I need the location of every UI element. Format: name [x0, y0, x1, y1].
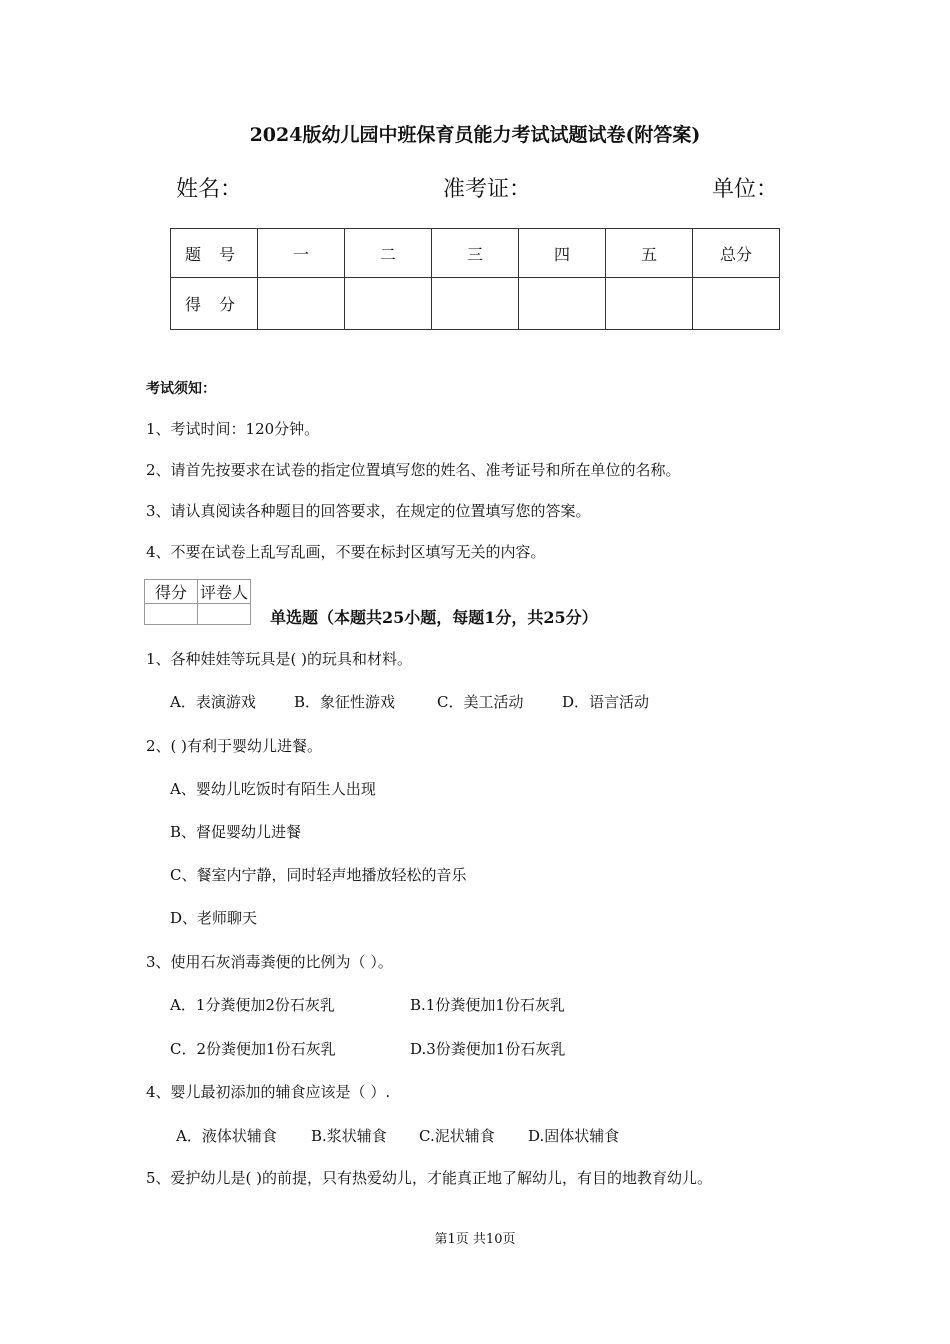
score-table-col-total: 总分	[693, 229, 780, 278]
score-table-col-2: 二	[345, 229, 432, 278]
score-table	[170, 228, 780, 330]
question-option: A．表演游戏	[170, 693, 256, 711]
question-option: C、餐室内宁静，同时轻声地播放轻松的音乐	[170, 866, 467, 884]
question-option: D.3份粪便加1份石灰乳	[410, 1040, 566, 1058]
grader-score-label: 得分	[145, 580, 198, 604]
question-option: C．2份粪便加1份石灰乳	[170, 1040, 336, 1058]
question-stem: 1、各种娃娃等玩具是( )的玩具和材料。	[146, 650, 413, 668]
exam-id-field-label: 准考证：	[443, 177, 532, 202]
question-option: B.浆状辅食	[311, 1127, 387, 1145]
score-table-header-row	[171, 229, 780, 278]
grader-score-cell	[145, 604, 198, 625]
page-footer: 第1页 共10页	[434, 1232, 516, 1247]
question-option: D.固体状辅食	[528, 1127, 620, 1145]
exam-note-item: 2、请首先按要求在试卷的指定位置填写您的姓名、准考证号和所在单位的名称。	[146, 461, 681, 479]
question-stem: 2、( )有利于婴幼儿进餐。	[146, 737, 323, 755]
question-option: B．象征性游戏	[294, 693, 396, 711]
grader-name-label: 评卷人	[198, 580, 251, 604]
score-cell	[258, 278, 345, 330]
question-option: A．液体状辅食	[176, 1127, 277, 1145]
exam-note-item: 1、考试时间：120分钟。	[146, 420, 320, 438]
exam-note-item: 3、请认真阅读各种题目的回答要求，在规定的位置填写您的答案。	[146, 502, 591, 520]
score-table-col-1: 一	[258, 229, 345, 278]
section-title: 单选题（本题共25小题，每题1分，共25分）	[270, 608, 598, 627]
score-cell	[345, 278, 432, 330]
score-table-score-row	[171, 278, 780, 330]
question-stem: 4、婴儿最初添加的辅食应该是（ ）.	[146, 1083, 391, 1101]
grader-box	[144, 579, 251, 625]
question-stem: 3、使用石灰消毒粪便的比例为（ ）。	[146, 953, 393, 971]
document-title: 2024版幼儿园中班保育员能力考试试题试卷(附答案)	[249, 124, 701, 146]
question-option: C．美工活动	[437, 693, 524, 711]
grader-name-cell	[198, 604, 251, 625]
score-table-col-5: 五	[606, 229, 693, 278]
score-cell	[432, 278, 519, 330]
score-table-header-label: 题号	[171, 229, 258, 278]
name-field-label: 姓名：	[176, 177, 243, 202]
score-table-col-4: 四	[519, 229, 606, 278]
score-table-row-label: 得分	[171, 278, 258, 330]
score-cell	[693, 278, 780, 330]
question-option: C.泥状辅食	[419, 1127, 495, 1145]
score-cell	[519, 278, 606, 330]
question-option: D．语言活动	[562, 693, 650, 711]
score-table-col-3: 三	[432, 229, 519, 278]
question-option: A、婴幼儿吃饭时有陌生人出现	[170, 780, 376, 798]
exam-note-item: 4、不要在试卷上乱写乱画，不要在标封区填写无关的内容。	[146, 543, 546, 561]
question-option: B.1份粪便加1份石灰乳	[410, 996, 565, 1014]
question-stem: 5、爱护幼儿是( )的前提，只有热爱幼儿，才能真正地了解幼儿，有目的地教育幼儿。	[146, 1169, 713, 1187]
question-option: D、老师聊天	[170, 909, 258, 927]
question-option: A．1分粪便加2份石灰乳	[170, 996, 335, 1014]
exam-notes-title: 考试须知：	[146, 381, 216, 397]
question-option: B、督促婴幼儿进餐	[170, 823, 302, 841]
score-cell	[606, 278, 693, 330]
unit-field-label: 单位：	[712, 177, 779, 202]
